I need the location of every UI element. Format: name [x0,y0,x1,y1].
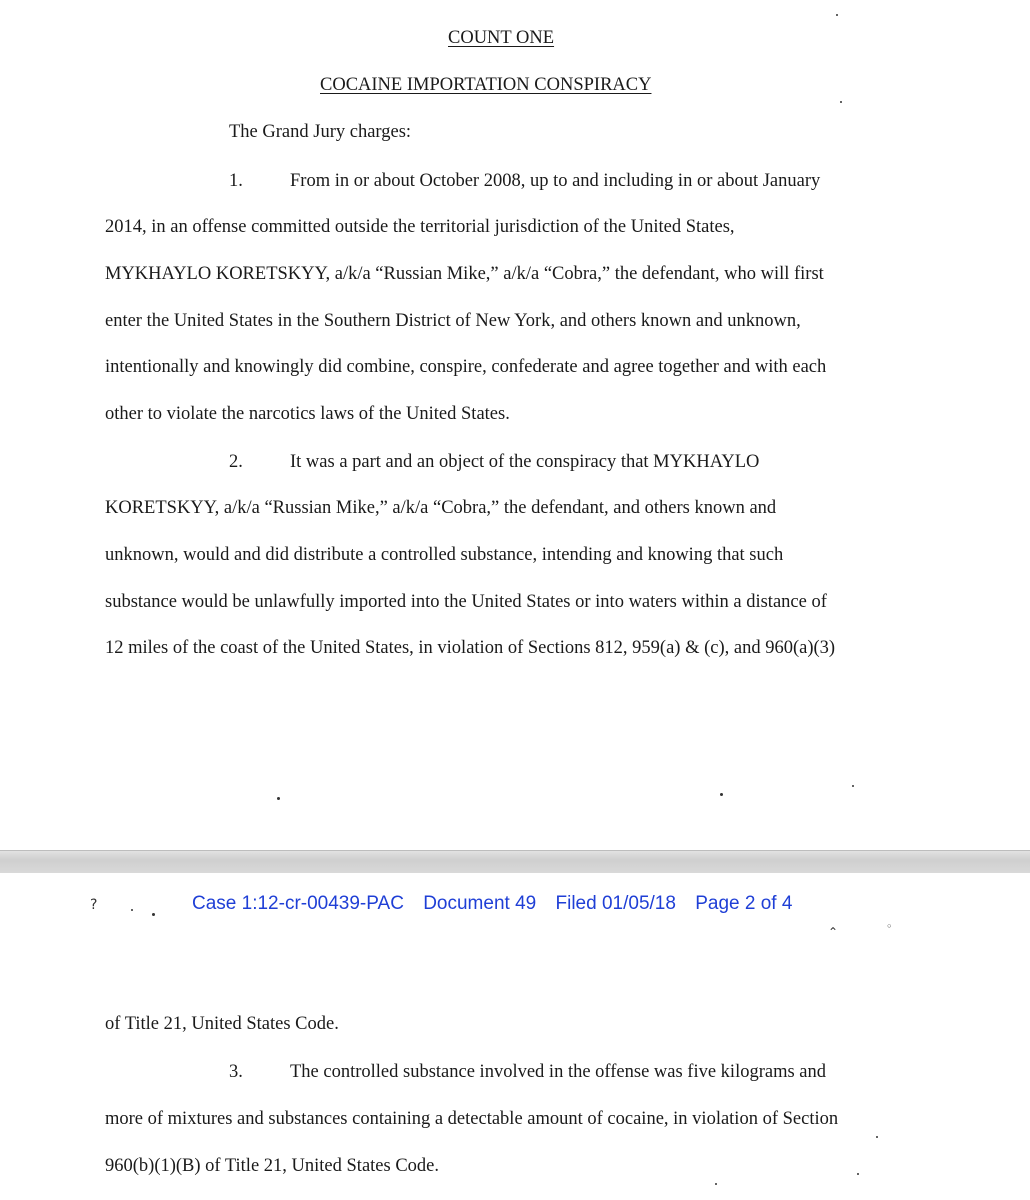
scan-mark: ? [90,897,98,913]
para1-line: MYKHAYLO KORETSKYY, a/k/a “Russian Mike,” a/k/a “Cobra,” the defendant, who will first [105,264,824,284]
para1-line: other to violate the narcotics laws of the United States. [105,404,510,424]
continuation-line: of Title 21, United States Code. [105,1014,339,1034]
para3-line: more of mixtures and substances containing a detectable amount of cocaine, in violation of Section [105,1109,839,1129]
para2-line: KORETSKYY, a/k/a “Russian Mike,” a/k/a “Cobra,” the defendant, and others known and [105,498,777,518]
scan-speck [857,1173,859,1175]
para2-first-line: It was a part and an object of the conspiracy that MYKHAYLO [290,452,760,472]
scan-speck [840,101,842,103]
scan-speck [836,14,838,16]
para2-line: 12 miles of the coast of the United States, in violation of Sections 812, 959(a) & (c), and 960(a)(3) [105,638,836,658]
para1-line: intentionally and knowingly did combine, conspire, confederate and agree together and with each [105,357,827,377]
count-title: COCAINE IMPORTATION CONSPIRACY [320,75,652,95]
para2-line: unknown, would and did distribute a controlled substance, intending and knowing that such [105,545,784,565]
scan-speck [852,785,854,787]
para3-line: 960(b)(1)(B) of Title 21, United States Code. [105,1156,440,1176]
count-heading: COUNT ONE [448,28,555,48]
para2-line: substance would be unlawfully imported into the United States or into waters within a distance of [105,592,827,612]
case-number: Case 1:12-cr-00439-PAC [192,893,404,914]
intro-text: The Grand Jury charges: [229,122,412,142]
page-count: Page 2 of 4 [695,893,793,914]
document-page-2 [0,873,1030,1200]
scan-speck [152,913,155,916]
scan-speck [876,1136,878,1138]
para3-first-line: The controlled substance involved in the offense was five kilograms and [290,1062,827,1082]
scan-speck [277,797,280,800]
paragraph-number-1: 1. [229,171,243,191]
paragraph-number-3: 3. [229,1062,243,1082]
filed-date: Filed 01/05/18 [555,893,676,914]
para1-first-line: From in or about October 2008, up to and including in or about January [290,171,821,191]
case-header [192,893,806,915]
paragraph-number-2: 2. [229,452,243,472]
scan-mark: ◦ [886,920,893,933]
para1-line: enter the United States in the Southern District of New York, and others known and unknown, [105,311,801,331]
page-separator [0,850,1030,874]
scan-speck [715,1183,717,1185]
scan-speck [131,909,133,911]
para1-line: 2014, in an offense committed outside the territorial jurisdiction of the United States, [105,217,735,237]
document-number: Document 49 [423,893,537,914]
scan-speck [720,793,723,796]
scan-mark: ⌃ [828,925,839,939]
